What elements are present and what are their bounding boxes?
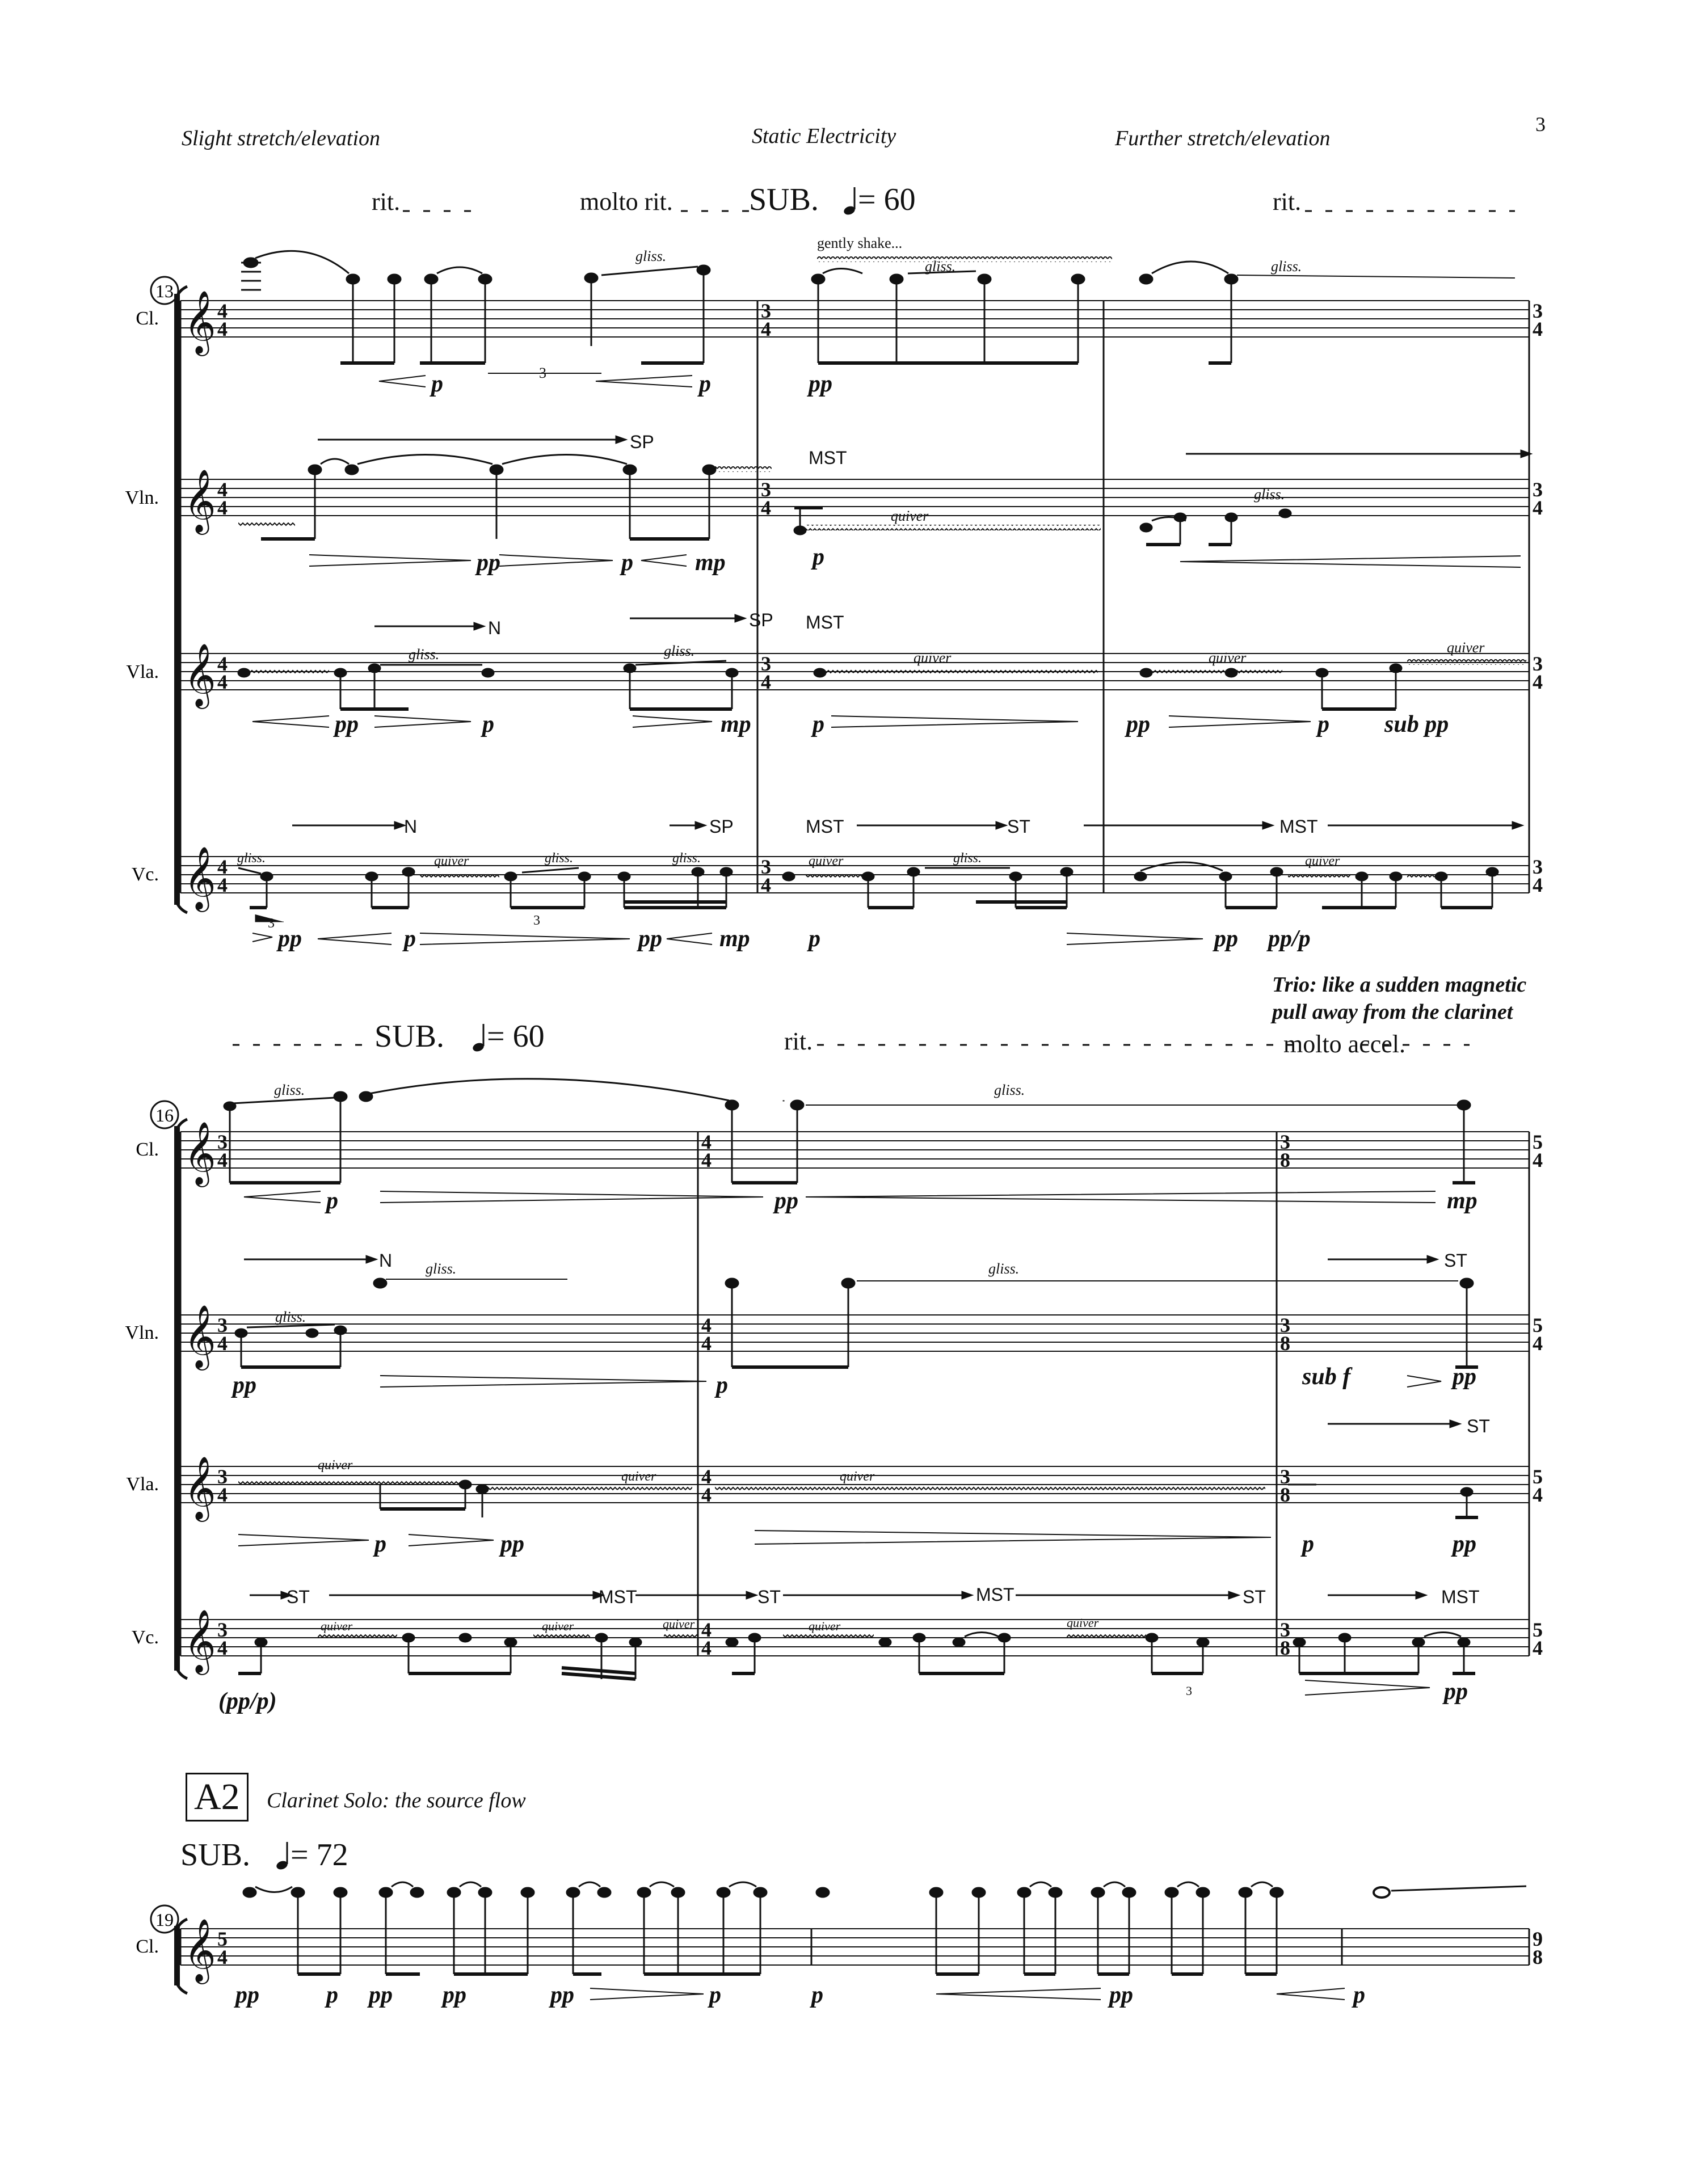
vla-technique-text: MST	[806, 612, 844, 633]
vln-technique-text: gliss.	[988, 1260, 1020, 1277]
vc-dynamic: pp	[1214, 926, 1238, 952]
tempo-dashes	[233, 211, 1515, 1045]
svg-text:3: 3	[1280, 1131, 1290, 1153]
vc-technique-text: gliss.	[953, 851, 982, 866]
svg-text:4: 4	[1533, 1332, 1543, 1355]
svg-text:4: 4	[217, 855, 228, 878]
svg-text:𝄞: 𝄞	[184, 1121, 216, 1184]
svg-text:3: 3	[761, 478, 771, 501]
tempo-sub-2: SUB.	[374, 1019, 444, 1054]
svg-text:4: 4	[701, 1637, 712, 1659]
measure-number: 19	[155, 1909, 174, 1930]
vc-technique-text: quiver	[542, 1619, 574, 1633]
svg-text:𝄞: 𝄞	[184, 1609, 216, 1672]
measure-number: 16	[155, 1105, 174, 1125]
svg-text:𝄞: 𝄞	[184, 469, 216, 532]
vc-technique-text: MST	[1441, 1587, 1480, 1607]
svg-text:4: 4	[1533, 1637, 1543, 1659]
vla-technique-text: quiver	[621, 1469, 656, 1484]
vla-dynamic: p	[374, 1531, 386, 1557]
svg-text:4: 4	[217, 1149, 228, 1171]
vla-technique-text: ST	[1467, 1416, 1490, 1436]
svg-text:3: 3	[761, 652, 771, 675]
svg-text:8: 8	[1280, 1637, 1290, 1659]
vla-technique-text: quiver	[318, 1458, 353, 1473]
cl-dynamic: p	[699, 371, 711, 397]
cl-technique-text: gliss.	[635, 248, 667, 264]
vla-dynamic: pp	[1453, 1531, 1476, 1557]
cl-dynamic: p	[811, 1982, 823, 2008]
rehearsal-mark: A2	[186, 1773, 249, 1822]
svg-text:4: 4	[217, 652, 228, 675]
trio-text-line1: Trio: like a sudden magnetic	[1272, 973, 1527, 997]
svg-text:3: 3	[217, 1314, 228, 1336]
svg-text:4: 4	[217, 1332, 228, 1355]
vln-dynamic: sub f	[1302, 1364, 1351, 1390]
svg-text:5: 5	[1533, 1314, 1543, 1336]
tempo-value-2: = 60	[487, 1019, 545, 1054]
vla-dynamic: p	[1317, 711, 1329, 737]
vla-dynamic: mp	[721, 711, 751, 737]
svg-text:4: 4	[1533, 318, 1543, 340]
vla-dynamic: pp	[335, 711, 359, 737]
svg-text:4: 4	[217, 874, 228, 896]
instrument-label: Cl.	[136, 1139, 159, 1160]
vc-technique-text: 3	[268, 916, 275, 931]
vc-technique-text: ST	[1007, 816, 1030, 837]
vln-dynamic: p	[716, 1372, 728, 1398]
header-right: Further stretch/elevation	[1115, 127, 1331, 150]
svg-text:3: 3	[761, 855, 771, 878]
cl-dynamic: pp	[774, 1188, 798, 1214]
vc-technique-text: MST	[1279, 816, 1318, 837]
vc-technique-text: quiver	[663, 1617, 695, 1631]
vln-technique-text: quiver	[891, 508, 929, 524]
svg-text:4: 4	[217, 496, 228, 519]
svg-text:8: 8	[1533, 1946, 1543, 1968]
cl-dynamic: p	[1353, 1982, 1365, 2008]
svg-text:4: 4	[701, 1465, 712, 1488]
cl-dynamic: pp	[235, 1982, 259, 2008]
svg-text:5: 5	[217, 1928, 228, 1950]
tempo-molto-rit: molto rit.	[580, 188, 673, 216]
vla-technique-text: gliss.	[409, 646, 440, 663]
svg-text:4: 4	[761, 671, 771, 693]
svg-text:4: 4	[1533, 496, 1543, 519]
tempo-sub-1: SUB.	[749, 182, 819, 217]
tempo-rit-3: rit.	[784, 1027, 813, 1055]
vc-dynamic: p	[404, 926, 416, 952]
svg-text:4: 4	[1533, 874, 1543, 896]
tempo-molto-accel: molto accel.	[1283, 1030, 1406, 1058]
cl-dynamic: p	[431, 371, 443, 397]
vln-dynamic: pp	[1453, 1364, 1476, 1390]
vln-technique-text: gliss.	[426, 1260, 457, 1277]
vc-technique-text: quiver	[809, 1619, 841, 1633]
svg-text:𝄞: 𝄞	[184, 290, 216, 353]
vc-technique-text: SP	[709, 816, 734, 837]
tempo-value-1: = 60	[858, 182, 916, 217]
svg-text:3: 3	[217, 1618, 228, 1641]
vln-technique-text: SP	[630, 432, 654, 452]
svg-text:4: 4	[217, 478, 228, 501]
vc-technique-text: MST	[599, 1587, 637, 1607]
svg-text:4: 4	[1533, 1483, 1543, 1506]
vc-technique-text: quiver	[321, 1619, 353, 1633]
vc-technique-text: MST	[976, 1584, 1015, 1605]
svg-text:𝄞: 𝄞	[184, 846, 216, 909]
vln-dynamic: p	[621, 550, 633, 576]
svg-text:5: 5	[1533, 1465, 1543, 1488]
vc-technique-text: gliss.	[672, 851, 701, 866]
vc-technique-text: quiver	[434, 854, 469, 868]
instrument-label: Vla.	[126, 661, 159, 682]
svg-text:3: 3	[1533, 855, 1543, 878]
cl-technique-text: gently shake...	[817, 235, 903, 251]
vc-dynamic: (pp/p)	[218, 1688, 277, 1714]
trio-text-line2: pull away from the clarinet	[1272, 1000, 1513, 1024]
svg-text:𝄞: 𝄞	[184, 643, 216, 706]
vln-technique-text: N	[379, 1250, 393, 1271]
instrument-label: Vln.	[125, 487, 159, 508]
svg-text:8: 8	[1280, 1483, 1290, 1506]
cl-technique-text: gliss.	[274, 1082, 305, 1098]
svg-text:3: 3	[1533, 300, 1543, 322]
section-title: Clarinet Solo: the source flow	[267, 1789, 526, 1812]
cl-dynamic: pp	[443, 1982, 466, 2008]
vla-technique-text: quiver	[1209, 650, 1247, 666]
vc-dynamic: pp/p	[1268, 926, 1311, 952]
cl-dynamic: pp	[550, 1982, 574, 2008]
vln-dynamic: pp	[233, 1372, 256, 1398]
instrument-label: Vc.	[131, 864, 159, 885]
cl-dynamic: mp	[1447, 1188, 1477, 1214]
vc-dynamic: p	[809, 926, 820, 952]
svg-text:8: 8	[1280, 1149, 1290, 1171]
svg-text:4: 4	[217, 318, 228, 340]
vc-dynamic: pp	[638, 926, 662, 952]
tempo-rit-2: rit.	[1273, 188, 1302, 216]
vla-dynamic: p	[482, 711, 494, 737]
vln-dynamic: mp	[695, 550, 726, 576]
vc-technique-text: ST	[757, 1587, 781, 1607]
vla-dynamic: pp	[1126, 711, 1150, 737]
svg-text:4: 4	[217, 671, 228, 693]
svg-text:3: 3	[1533, 478, 1543, 501]
vc-technique-text: MST	[806, 816, 844, 837]
vla-dynamic: p	[1302, 1531, 1314, 1557]
svg-text:𝄞: 𝄞	[184, 1918, 216, 1981]
vc-technique-text: quiver	[1067, 1616, 1099, 1630]
vc-technique-text: ST	[287, 1587, 310, 1607]
vc-technique-text: quiver	[1305, 854, 1340, 868]
vla-technique-text: gliss.	[664, 643, 695, 659]
system-2	[125, 1079, 1543, 1714]
svg-text:𝄞: 𝄞	[184, 1456, 216, 1519]
vla-technique-text: quiver	[1447, 639, 1485, 656]
vln-technique-text: gliss.	[1254, 486, 1285, 503]
instrument-label: Vc.	[131, 1627, 159, 1648]
vln-technique-text: MST	[809, 448, 847, 468]
measure-number: 13	[155, 281, 174, 301]
svg-text:4: 4	[761, 874, 771, 896]
cl-technique-text: gliss.	[925, 258, 956, 275]
vc-technique-text: quiver	[809, 854, 844, 868]
vc-technique-text: ST	[1243, 1587, 1266, 1607]
svg-text:9: 9	[1533, 1928, 1543, 1950]
svg-text:𝄞: 𝄞	[184, 1304, 216, 1368]
svg-text:4: 4	[217, 1946, 228, 1968]
tempo-rit-1: rit.	[372, 188, 401, 216]
vln-technique-text: gliss.	[275, 1309, 306, 1325]
cl-dynamic: p	[709, 1982, 721, 2008]
vln-technique-text: ST	[1444, 1250, 1467, 1271]
vla-dynamic: p	[813, 711, 824, 737]
svg-text:4: 4	[1533, 1149, 1543, 1171]
svg-text:3: 3	[1280, 1314, 1290, 1336]
svg-text:5: 5	[1533, 1131, 1543, 1153]
vla-technique-text: SP	[749, 610, 773, 630]
svg-text:4: 4	[701, 1131, 712, 1153]
time-signatures	[217, 300, 1543, 896]
tempo-sub-3: SUB.	[180, 1837, 250, 1873]
vla-technique-text: N	[488, 618, 502, 638]
vc-dynamic: pp	[278, 926, 302, 952]
vla-technique-text: quiver	[914, 650, 952, 666]
vla-technique-text: quiver	[840, 1469, 875, 1484]
vc-dynamic: pp	[1444, 1679, 1468, 1705]
cl-dynamic: pp	[369, 1982, 393, 2008]
tempo-value-3: = 72	[291, 1837, 348, 1873]
page-number: 3	[1535, 113, 1546, 136]
instrument-label: Vln.	[125, 1322, 159, 1343]
svg-text:8: 8	[1280, 1332, 1290, 1355]
header-left: Slight stretch/elevation	[182, 127, 381, 150]
vla-dynamic: pp	[500, 1531, 524, 1557]
svg-text:4: 4	[1533, 671, 1543, 693]
svg-text:5: 5	[1533, 1618, 1543, 1641]
svg-text:3: 3	[761, 300, 771, 322]
system-3	[136, 1882, 1543, 2008]
vc-technique-text: 3	[533, 913, 540, 928]
vla-dynamic: sub pp	[1384, 711, 1449, 737]
svg-text:4: 4	[701, 1483, 712, 1506]
vln-dynamic: pp	[477, 550, 500, 576]
svg-text:4: 4	[701, 1618, 712, 1641]
cl-dynamic: p	[326, 1188, 338, 1214]
vc-technique-text: gliss.	[237, 851, 266, 866]
cl-technique-text: 3	[539, 365, 546, 381]
system-1	[125, 235, 1543, 952]
svg-text:4: 4	[217, 1637, 228, 1659]
svg-text:4: 4	[701, 1314, 712, 1336]
tempo-note-icon-1	[843, 187, 856, 216]
svg-text:3: 3	[217, 1465, 228, 1488]
instrument-label: Cl.	[136, 1936, 159, 1957]
cl-technique-text: gliss.	[1271, 258, 1302, 275]
tempo-note-icon-3	[275, 1842, 289, 1871]
svg-text:4: 4	[761, 496, 771, 519]
cl-dynamic: p	[326, 1982, 338, 2008]
vc-technique-text: 3	[1186, 1684, 1192, 1698]
cl-dynamic: pp	[1109, 1982, 1133, 2008]
vc-dynamic: mp	[719, 926, 750, 952]
instrument-label: Cl.	[136, 308, 159, 329]
svg-text:4: 4	[701, 1332, 712, 1355]
vln-dynamic: p	[813, 544, 824, 570]
svg-text:4: 4	[217, 300, 228, 322]
svg-text:3: 3	[1533, 652, 1543, 675]
svg-text:3: 3	[1280, 1465, 1290, 1488]
svg-text:4: 4	[217, 1483, 228, 1506]
instrument-label: Vla.	[126, 1474, 159, 1495]
svg-text:3: 3	[1280, 1618, 1290, 1641]
svg-text:3: 3	[217, 1131, 228, 1153]
cl-dynamic: pp	[809, 371, 832, 397]
tempo-note-icon-2	[472, 1024, 485, 1053]
cl-technique-text: gliss.	[994, 1082, 1025, 1098]
header-title: Static Electricity	[752, 124, 896, 148]
vc-technique-text: N	[404, 816, 418, 837]
svg-text:4: 4	[701, 1149, 712, 1171]
vc-technique-text: gliss.	[545, 851, 574, 866]
svg-text:4: 4	[761, 318, 771, 340]
